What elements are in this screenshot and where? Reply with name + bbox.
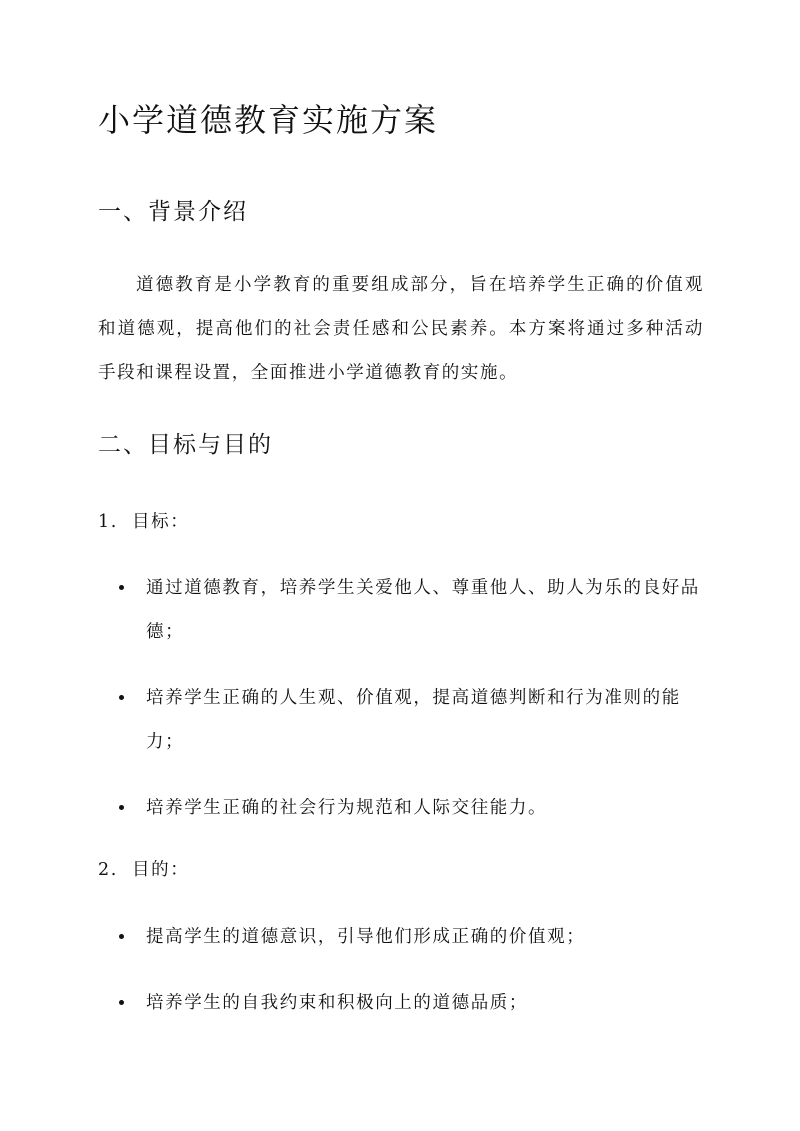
document-title: 小学道德教育实施方案 [98,101,439,139]
goals-bullet-list [0,566,706,852]
list-item [0,566,706,654]
subsection-heading-purpose [98,855,189,885]
bullet-icon [119,585,124,590]
subsection-number: 1. [98,512,118,532]
section-heading-goals: 二、目标与目的 [98,432,273,458]
bullet-icon [119,695,124,700]
bullet-icon [119,934,124,939]
list-item [0,786,706,830]
list-item [0,676,706,764]
bullet-icon [119,1000,124,1005]
list-item-text: 提高学生的道德意识，引导他们形成正确的价值观； [146,927,586,947]
section-heading-background: 一、背景介绍 [98,199,248,225]
list-item-text: 培养学生正确的人生观、价值观，提高道德判断和行为准则的能力； [146,688,681,752]
subsection-label: 目标： [132,512,190,532]
list-item [0,915,706,959]
bullet-icon [119,805,124,810]
list-item [0,981,706,1025]
list-item-text: 通过道德教育，培养学生关爱他人、尊重他人、助人为乐的良好品德； [146,578,700,642]
subsection-number: 2. [98,860,118,880]
list-item-text: 培养学生的自我约束和积极向上的道德品质； [146,993,528,1013]
subsection-heading-goals [98,507,189,537]
subsection-label: 目的： [132,860,190,880]
list-item-text: 培养学生正确的社会行为规范和人际交往能力。 [146,798,548,818]
purpose-bullet-list [0,915,706,1047]
background-paragraph: 道德教育是小学教育的重要组成部分，旨在培养学生正确的价值观和道德观，提高他们的社会责任感和公民素养。本方案将通过多种活动手段和课程设置，全面推进小学道德教育的实施。 [98,275,704,383]
